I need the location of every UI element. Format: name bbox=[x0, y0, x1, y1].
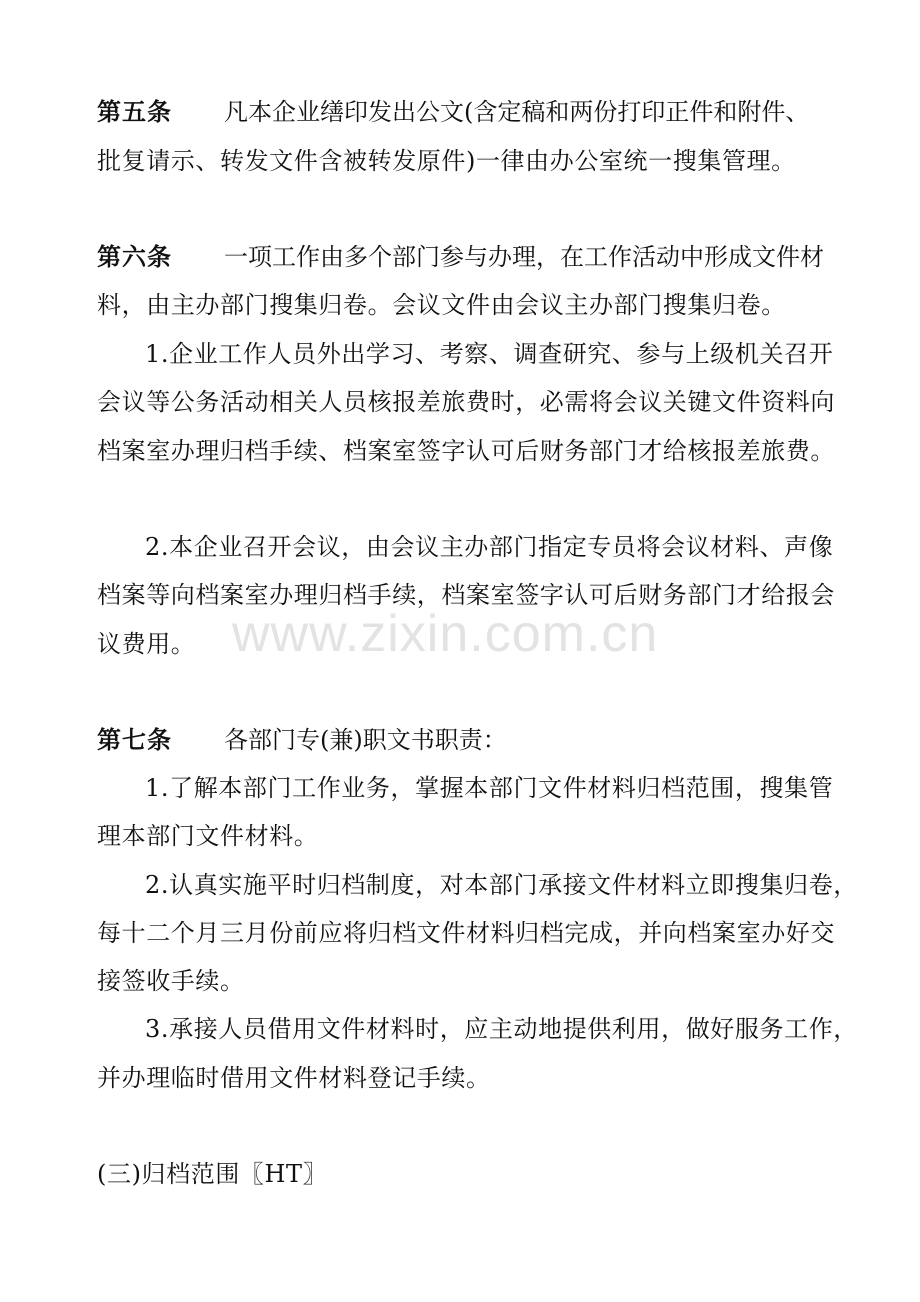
watermark: www.zixin.com.cn bbox=[232, 605, 659, 663]
article-7-item-2-line-1: 2.认真实施平时归档制度，对本部门承接文件材料立即搜集归卷， bbox=[145, 871, 858, 899]
article-7-item-1-line-1: 1.了解本部门工作业务，掌握本部门文件材料归档范围，搜集管 bbox=[145, 774, 834, 802]
article-7-text-line-1: 各部门专(兼)职文书职责： bbox=[224, 726, 507, 754]
article-7-item-2-line-2: 每十二个月三月份前应将归档文件材料归档完成，并向档案室办好交 bbox=[97, 919, 835, 947]
article-6-item-2-line-1: 2.本企业召开会议，由会议主办部门指定专员将会议材料、声像 bbox=[145, 533, 834, 561]
article-6-item-1-line-2: 会议等公务活动相关人员核报差旅费时，必需将会议关键文件资料向 bbox=[97, 388, 835, 416]
article-6-title: 第六条 bbox=[97, 243, 172, 271]
article-7-title: 第七条 bbox=[97, 726, 172, 754]
article-6-item-1-line-1: 1.企业工作人员外出学习、考察、调查研究、参与上级机关召开 bbox=[145, 340, 834, 368]
article-7-first-line bbox=[97, 725, 507, 755]
article-6-item-2-line-2: 档案等向档案室办理归档手续，档案室签字认可后财务部门才给报会 bbox=[97, 581, 835, 609]
article-6-item-2-line-3: 议费用。 bbox=[97, 630, 196, 658]
article-5-first-line bbox=[97, 97, 809, 127]
article-6-item-1-line-3: 档案室办理归档手续、档案室签字认可后财务部门才给核报差旅费。 bbox=[97, 437, 835, 465]
article-6-text-line-2: 料，由主办部门搜集归卷。会议文件由会议主办部门搜集归卷。 bbox=[97, 291, 786, 319]
article-5-title: 第五条 bbox=[97, 98, 172, 126]
article-5-text-line-2: 批复请示、转发文件含被转发原件)一律由办公室统一搜集管理。 bbox=[97, 147, 796, 175]
article-7-item-1-line-2: 理本部门文件材料。 bbox=[97, 822, 319, 850]
article-6-text-line-1: 一项工作由多个部门参与办理，在工作活动中形成文件材 bbox=[224, 243, 824, 271]
article-6-first-line bbox=[97, 242, 824, 272]
article-5-text-line-1: 凡本企业缮印发出公文(含定稿和两份打印正件和附件、 bbox=[224, 98, 810, 126]
section-3-heading: (三)归档范围〖HT〗 bbox=[97, 1160, 328, 1188]
article-7-item-2-line-3: 接签收手续。 bbox=[97, 967, 245, 995]
article-7-item-3-line-1: 3.承接人员借用文件材料时，应主动地提供利用，做好服务工作， bbox=[145, 1015, 858, 1043]
article-7-item-3-line-2: 并办理临时借用文件材料登记手续。 bbox=[97, 1064, 491, 1092]
